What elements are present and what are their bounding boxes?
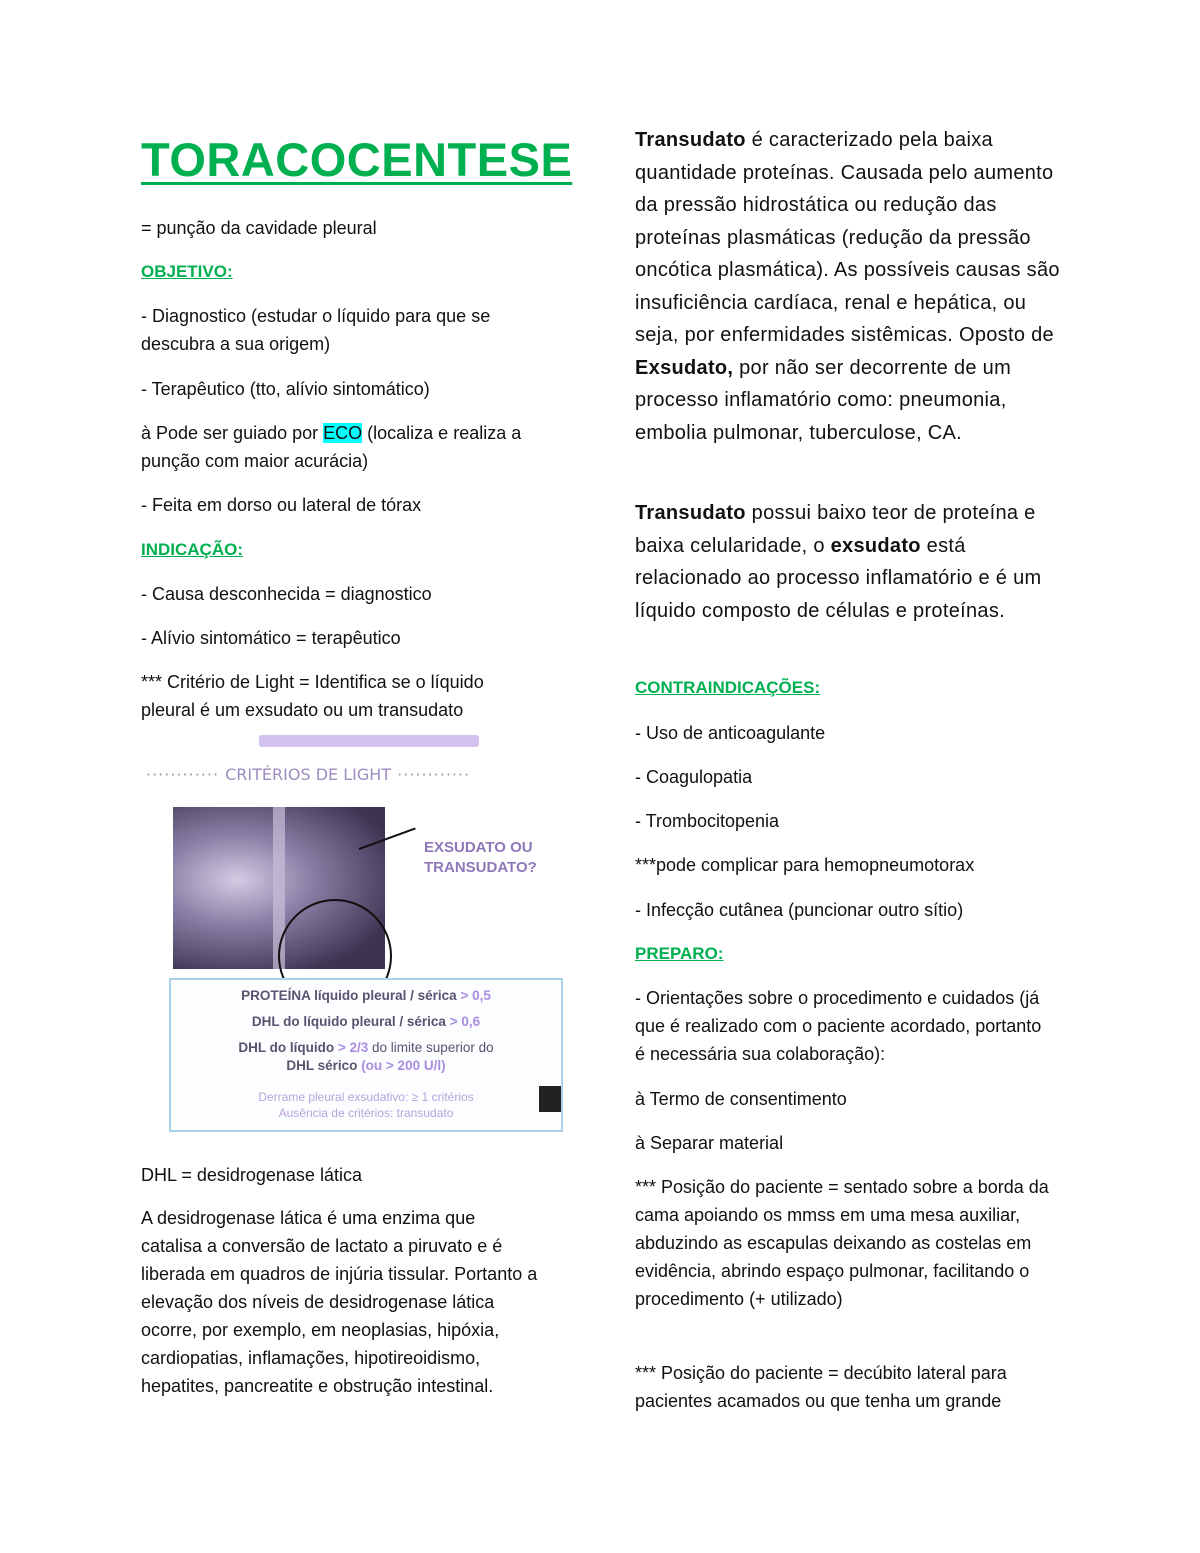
criteria-row-protein: PROTEÍNA líquido pleural / sérica > 0,5 xyxy=(241,988,491,1003)
contra-item-3: - Trombocitopenia xyxy=(635,811,780,831)
criteria-footnote-1: Derrame pleural exsudativo: ≥ 1 critérios xyxy=(258,1090,474,1104)
criteria-row-dhl-limit: DHL do líquido > 2/3 do limite superior do xyxy=(238,1040,494,1055)
light-criteria-figure xyxy=(141,735,591,1145)
objetivo-item-1: - Diagnostico (estudar o líquido para que se descubra a sua origem) xyxy=(141,306,491,354)
eco-note-post: (localiza e realiza a punção com maior acurácia) xyxy=(141,423,522,471)
transudato-paragraph-1: Transudato é caracterizado pela baixa quantidade proteínas. Causada pelo aumento da pressão hidrostática ou redução das proteínas plasmáticas (redução da pressão oncótica plasmática). As possíveis causas são insuficiência cardíaca, renal e hepática, ou seja, por enfermidades sistêmicas. Oposto de Exsudato, por não ser decorrente de um processo inflamatório como: pneumonia, embolia pulmonar, tuberculose, CA. xyxy=(635,129,1060,444)
preparo-item-3: à Separar material xyxy=(635,1133,784,1153)
contra-item-5: - Infecção cutânea (puncionar outro sítio) xyxy=(635,900,964,920)
contra-item-2: - Coagulopatia xyxy=(635,767,753,787)
contra-item-4: ***pode complicar para hemopneumotorax xyxy=(635,855,975,875)
book-icon xyxy=(539,1086,561,1112)
criteria-box xyxy=(169,978,563,1132)
posicao-sentado: *** Posição do paciente = sentado sobre a borda da cama apoiando os mmss em uma mesa auxiliar, abduzindo as escapulas deixando as costelas em evidência, abrindo espaço pulmonar, facilitando o procedimento (+ utilizado) xyxy=(635,1177,1049,1309)
page-title: TORACOCENTESE xyxy=(141,133,573,186)
preparo-heading: PREPARO: xyxy=(635,944,724,963)
eco-highlight: ECO xyxy=(323,423,363,443)
figure-header-bar xyxy=(259,735,479,747)
eco-note-pre: à Pode ser guiado por xyxy=(141,423,324,443)
dhl-definition: DHL = desidrogenase lática xyxy=(141,1165,362,1185)
transudato-paragraph-2: Transudato possui baixo teor de proteína e baixa celularidade, o exsudato está relacionado ao processo inflamatório e é um líquido composto de células e proteínas. xyxy=(635,502,1042,622)
indicacao-heading: INDICAÇÃO: xyxy=(141,540,243,559)
criteria-footnote-2: Ausência de critérios: transudato xyxy=(278,1106,454,1120)
indicacao-item-2: - Alívio sintomático = terapêutico xyxy=(141,628,401,648)
indicacao-item-1: - Causa desconhecida = diagnostico xyxy=(141,584,432,604)
chest-xray-image xyxy=(173,807,385,969)
objetivo-item-2: - Terapêutico (tto, alívio sintomático) xyxy=(141,379,430,399)
feita-item: - Feita em dorso ou lateral de tórax xyxy=(141,495,422,515)
criteria-row-dhl-ratio: DHL do líquido pleural / sérica > 0,6 xyxy=(251,1014,481,1029)
eco-note xyxy=(141,419,561,475)
preparo-item-2: à Termo de consentimento xyxy=(635,1089,847,1109)
criterio-light-text: *** Critério de Light = Identifica se o líquido pleural é um exsudato ou um transudato xyxy=(141,672,484,720)
definition-text: = punção da cavidade pleural xyxy=(141,218,377,238)
posicao-decubito: *** Posição do paciente = decúbito lateral para pacientes acamados ou que tenha um grande xyxy=(635,1363,1007,1411)
figure-heading: ············ CRITÉRIOS DE LIGHT ············ xyxy=(146,765,471,784)
contra-item-1: - Uso de anticoagulante xyxy=(635,723,826,743)
contraindicacoes-heading: CONTRAINDICAÇÕES: xyxy=(635,678,821,697)
criteria-row-dhl-serum: DHL sérico (ou > 200 U/l) xyxy=(286,1058,446,1073)
objetivo-heading: OBJETIVO: xyxy=(141,262,233,281)
figure-question-label: EXSUDATO OU TRANSUDATO? xyxy=(424,839,537,876)
preparo-item-1: - Orientações sobre o procedimento e cuidados (já que é realizado com o paciente acordado, portanto é necessária sua colaboração): xyxy=(635,988,1042,1064)
dhl-paragraph: A desidrogenase lática é uma enzima que catalisa a conversão de lactato a piruvato e é liberada em quadros de injúria tissular. Portanto a elevação dos níveis de desidrogenase lática ocorre, por exemplo, em neoplasias, hipóxia, cardiopatias, inflamações, hipotireoidismo, hepatites, pancreatite e obstrução intestinal. xyxy=(141,1208,538,1396)
